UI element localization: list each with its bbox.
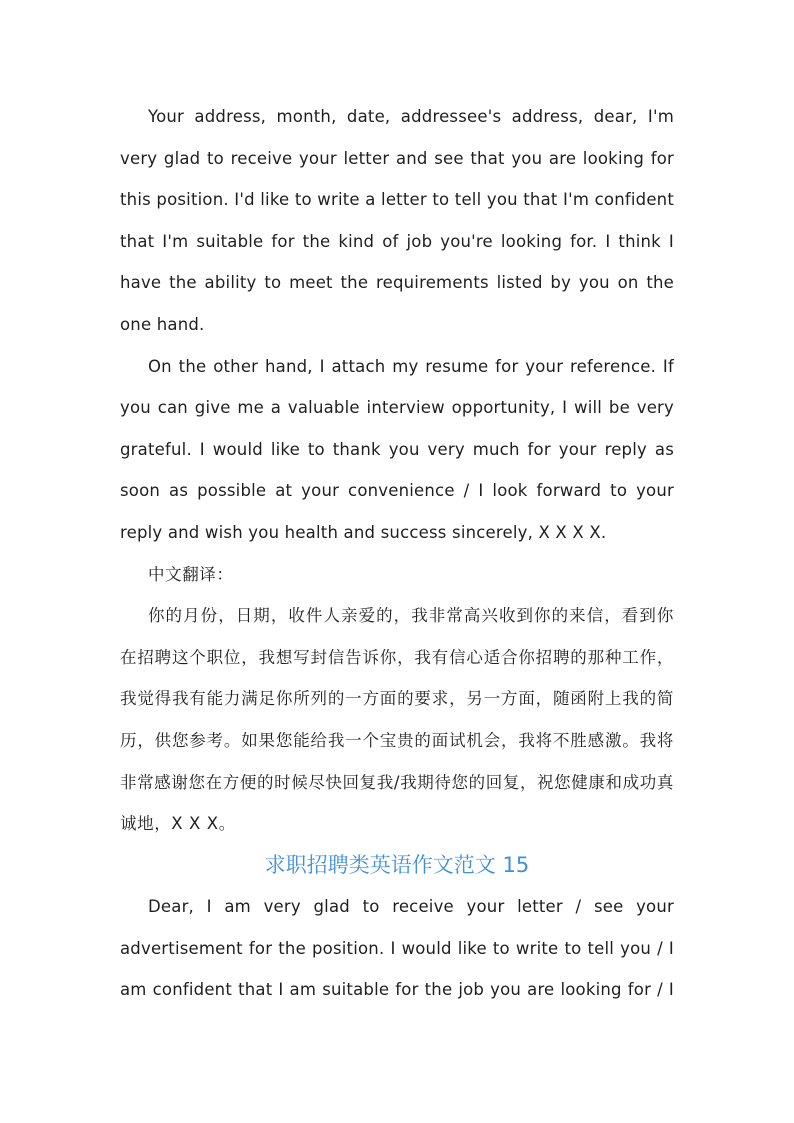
paragraph-letter-intro: Your address, month, date, addressee's address, dear, I'm very glad to receive your letter and see that you are looking for this position. I'd like to write a letter to tell you that I'm confident that I'm suitable for the kind of job you're looking for. I think I have the ability to meet the requirements listed by you on the one hand.	[120, 107, 674, 334]
paragraph-letter-closing: On the other hand, I attach my resume for your reference. If you can give me a valuable interview opportunity, I will be very grateful. I would like to thank you very much for your reply as soon as possible at your convenience / I look forward to your reply and wish you health and success sincerely, X X X X.	[120, 356, 674, 542]
section-heading: 求职招聘类英语作文范文 15	[264, 852, 530, 877]
document-body	[120, 96, 674, 1011]
paragraph-translation-label: 中文翻译：	[148, 564, 234, 584]
paragraph-sample-15: Dear, I am very glad to receive your letter / see your advertisement for the position. I would like to write to tell you / I am confident that I am suitable for the job you are looking for / I	[120, 897, 674, 1000]
paragraph-chinese-translation: 你的月份，日期，收件人亲爱的，我非常高兴收到你的来信，看到你在招聘这个职位，我想写封信告诉你，我有信心适合你招聘的那种工作，我觉得我有能力满足你所列的一方面的要求，另一方面，随函附上我的简历，供您参考。如果您能给我一个宝贵的面试机会，我将不胜感激。我将非常感谢您在方便的时候尽快回复我/我期待您的回复，祝您健康和成功真诚地，X X X。	[120, 606, 674, 834]
